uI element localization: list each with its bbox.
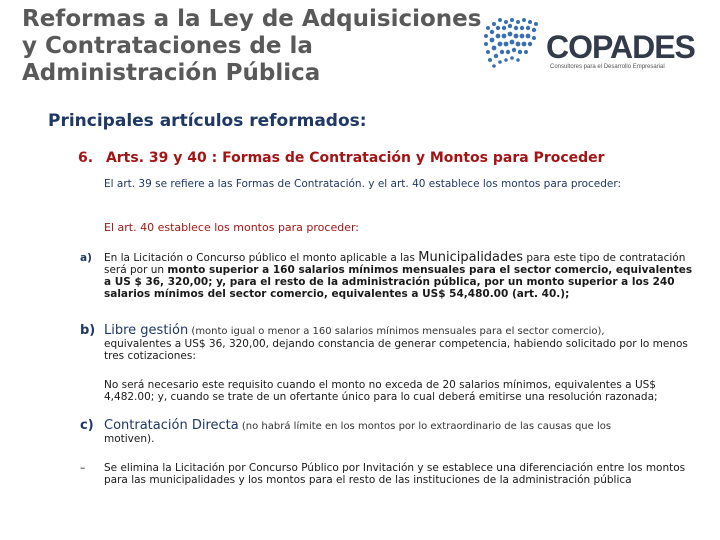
item-b-small: (monto igual o menor a 160 salarios mínimos mensuales para el sector comercio), [188,326,605,337]
subtitle: Principales artículos reformados: [48,111,367,131]
note-paragraph: No será necesario este requisito cuando el monto no exceda de 20 salarios mínimos, equivalentes a US$ 4,482.00; y, cuando se trate de un ofertante único para lo cual deberá emitirse una resolución razonada; [104,379,658,403]
item-a-big: Municipalidades [418,250,524,265]
list-marker: c) [80,418,94,433]
logo-tagline: Consultores para el Desarrollo Empresarial [550,64,665,70]
item-a-text2: para este tipo de contratación será por un [104,252,686,276]
item-dash-text: Se elimina la Licitación por Concurso Público por Invitación y se establece una diferenciación entre los montos para las municipalidades y los montos para el resto de las instituciones de la administración pública [104,462,686,486]
list-marker: – [80,462,86,474]
item-c-text: motiven). [104,433,155,445]
slide-title: Reformas a la Ley de Adquisiciones y Contrataciones de la Administración Pública [22,6,482,86]
section-heading [78,150,605,166]
list-marker: a) [80,252,92,264]
section-number: 6. [78,150,94,166]
list-marker: b) [80,323,96,338]
item-a-bold: monto superior a 160 salarios mínimos mensuales para el sector comercio, equivalentes a US $ 36, 320,00; y, para el resto de la administración pública, por un monto superior a los 240 salarios mínimos del sector comercio, equivalentes a US$ 54,480.00 (art. 40.); [104,264,693,300]
section-heading-text: Arts. 39 y 40 : Formas de Contratación y Montos para Proceder [105,150,605,166]
logo-wordmark: COPADES [546,29,695,65]
copades-logo [480,14,710,78]
logo-emblem-icon [480,14,544,78]
paragraph-arts: El art. 39 se refiere a las Formas de Contratación. y el art. 40 establece los montos para proceder: [104,178,622,190]
item-c-big: Contratación Directa [104,418,239,433]
item-c-small: (no habrá límite en los montos por lo extraordinario de las causas que los [238,421,612,432]
item-b-big: Libre gestión [104,323,189,338]
item-a-text1: En la Licitación o Concurso público el monto aplicable a las [104,252,419,264]
item-b-text: equivalentes a US$ 36, 320,00, dejando constancia de generar competencia, habiendo solicitado por lo menos tres cotizaciones: [104,338,688,362]
paragraph-art40: El art. 40 establece los montos para proceder: [104,221,360,234]
